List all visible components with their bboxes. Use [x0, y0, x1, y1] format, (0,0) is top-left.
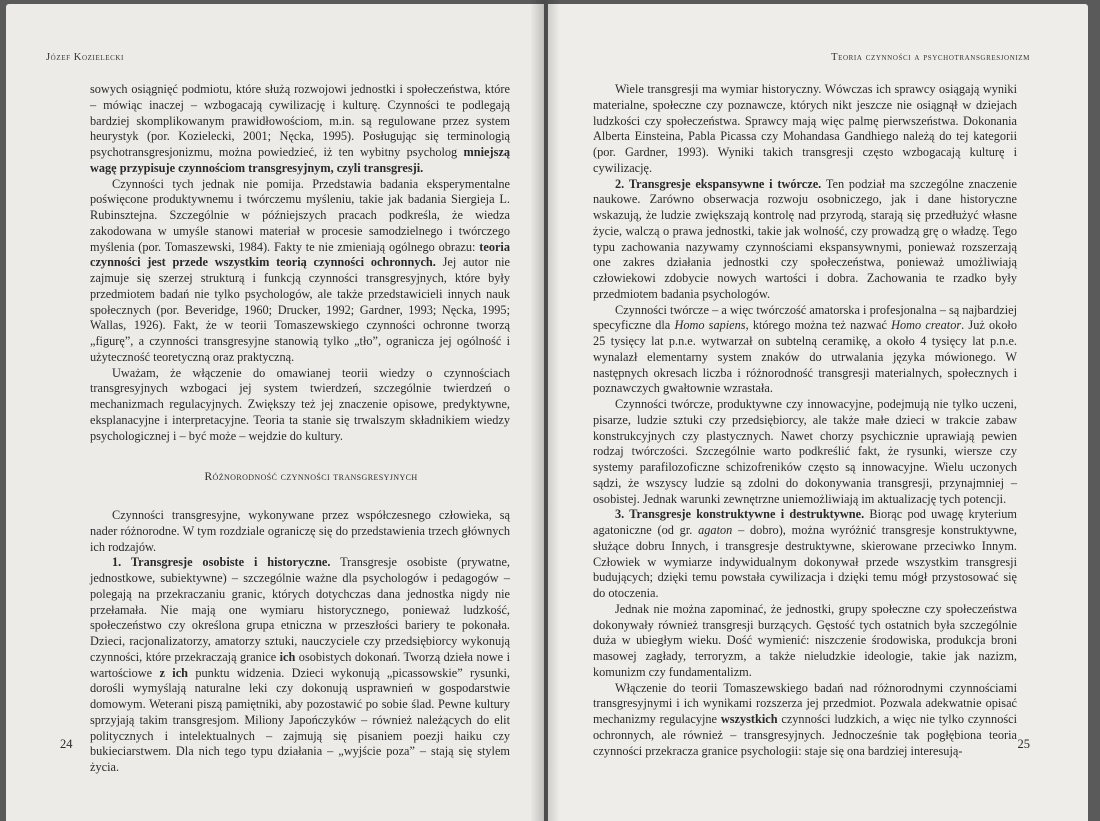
- running-head-left: Józef Kozielecki: [46, 52, 124, 63]
- text-run: punktu widzenia. Dzieci wykonują „picassowskie” rysunki, dorośli wymyślają naturalne leki czy dokonują usprawnień w gospodarstwie domowym. Weterani piszą pamiętniki, aby pozostawić po sobie ślad. Pewne kultury sprzyjają takim transgresjom. Miliony Japończyków – również należących do elit politycznych i intelektualnych – zajmują się pisaniem poezji haiku czy bukieciarstwem. Dla nich tego typu działania – „wyjście poza” – stają się stylem życia.: [90, 665, 510, 774]
- text-run: czynności ludzkich, a więc nie tylko czynności ochronnych, ale również – transgresyjnych. Jednocześnie tak pogłębiona teoria czynności przekracza granice psychologii: staje się ona bardziej interesują-: [593, 712, 1018, 758]
- body-paragraph: [90, 82, 510, 177]
- body-paragraph: [593, 681, 1017, 760]
- text-run: Wiele transgresji ma wymiar historyczny. Wówczas ich sprawcy osiągają wyniki materialne, społeczne czy poznawcze, których nikt jeszcze nie osiągnął w dziejach ludzkości czy społeczeństwa. Sprawcy mają więc palmę pierwszeństwa. Dokonania Alberta Einsteina, Pabla Picassa czy Mohandasa Gandhiego należą do tej kategorii (por. Gardner, 1993). Wyniki takich transgresji często wzbogacają kulturę i cywilizację.: [593, 82, 1017, 175]
- body-paragraph: [90, 366, 510, 445]
- text-run: , którego można też nazwać: [745, 318, 892, 333]
- text-run: Transgresje osobiste (prywatne, jednostkowe, subiektywne) – szczególnie ważne dla psychologów i pedagogów – polegają na przekraczaniu granic, których dotychczas dana jednostka nigdy nie przełamała. Nie mają one wymiaru historycznego, ponieważ ludzkość, społeczeństwo czy określona grupa etniczna w przeszłości bariery te pokonała. Dzieci, racjonalizatorzy, amatorzy sztuki, nauczyciele czy przedsiębiorcy wykonują czynności, które przekraczają granice: [90, 555, 510, 664]
- text-run: Biorąc pod uwagę kryterium agatoniczne (od gr.: [593, 507, 1017, 537]
- text-run: Ten podział ma szczególne znaczenie naukowe. Zarówno obserwacja rozwoju osobniczego, jak i dane historyczne wskazują, że ludzie zwiększają kontrolę nad przyrodą, starają się przedłużyć własne życie, walczą o prawa jednostki, takie jak wolność, czy prowadzą grę o władzę. Tego typu zachowania nazywamy czynnościami ekspansywnymi, ponieważ rozszerzają one zakres działania jednostki czy społeczeństwa, ponieważ umożliwiają człowiekowi zdobycie nowych wartości i dobra. Zachowania te rzadko były przedmiotem badania psychologów.: [593, 176, 1017, 301]
- italic-text: Homo creator: [891, 318, 962, 333]
- body-paragraph: [593, 397, 1017, 507]
- section-heading: [90, 470, 510, 486]
- right-page: [548, 4, 1088, 821]
- body-paragraph: [593, 177, 1017, 303]
- text-run: Czynności transgresyjne, wykonywane przez współczesnego człowieka, są nader różnorodne. W tym rozdziale ograniczę się do przedstawienia trzech głównych ich rodzajów.: [90, 508, 510, 554]
- bold-text: mniejszą wagę przypisuje czynnościom transgresyjnym, czyli transgresji.: [90, 145, 510, 175]
- bold-text: 2. Transgresje ekspansywne i twórcze.: [615, 176, 822, 191]
- text-run: Różnorodność czynności transgresyjnych: [204, 471, 418, 484]
- running-head-right: Teoria czynności a psychotransgresjonizm: [831, 52, 1030, 63]
- bold-text: wszystkich: [720, 712, 778, 726]
- text-run: Czynności tych jednak nie pomija. Przedstawia badania eksperymentalne poświęcone produktywnemu i twórczemu myśleniu, takie jak badania Siergieja L. Rubinsztejna. Szczególnie w późniejszych pracach podkreśla, że wiedza zakodowana w umyśle stanowi materiał w procesie samodzielnego i twórczego myślenia (por. Tomaszewski, 1984). Fakty te nie zmieniają ogólnego obrazu:: [90, 176, 510, 254]
- body-paragraph: [593, 507, 1017, 602]
- body-paragraph: [90, 177, 510, 366]
- italic-text: Homo sapiens: [674, 318, 746, 333]
- bold-text: ich: [279, 649, 296, 664]
- text-run: Włączenie do teorii Tomaszewskiego badań nad różnorodnymi czynnościami transgresyjnymi i ich wynikami rozszerza jej przedmiot. Pozwala adekwatnie opisać mechanizmy regulacyjne: [593, 680, 1017, 726]
- text-run: Jej autor nie zajmuje się szerzej strukturą i funkcją czynności transgresyjnych, które były przedmiotem badań nie tylko psychologów, ale także przedstawicieli innych nauk społecznych (por. Beveridge, 1960; Drucker, 1992; Gardner, 1993; Nęcka, 1995; Wallas, 1926). Fakt, że w teorii Tomaszewskiego czynności ochronne tworzą „figurę”, a czynności transgresyjne stanowią tylko „tło”, ogranicza jej ogólność i użyteczność teoretyczną oraz praktyczną.: [90, 255, 510, 364]
- bold-text: teoria czynności jest przede wszystkim teorią czynności ochronnych.: [90, 239, 510, 270]
- text-run: osobistych dokonań. Tworzą dzieła nowe i wartościowe: [90, 649, 510, 680]
- italic-text: agaton: [698, 523, 733, 537]
- left-page: [6, 4, 544, 821]
- body-paragraph: [593, 602, 1017, 681]
- body-paragraph: [90, 508, 510, 555]
- page-number-left: 24: [60, 737, 73, 751]
- text-run: Czynności twórcze, produktywne czy innowacyjne, podejmują nie tylko uczeni, pisarze, ludzie sztuki czy przedsiębiorcy, ale także małe dzieci w trakcie zabaw konstrukcyjnych czy plastycznych. Nawet chorzy psychicznie uprawiają pewien rodzaj twórczości. Szczególnie warto podkreślić fakt, że rysunki, wiersze czy systemy parafilozoficzne schizofreników często są innowacyjne. Wielu uczonych sądzi, że wszyscy ludzie są zdolni do dokonywania transgresji, przynajmniej – osobistej. Jednak warunki zewnętrzne uniemożliwiają im aktualizację tych potencji.: [593, 397, 1017, 506]
- text-run: Czynności twórcze – a więc twórczość amatorska i profesjonalna – są najbardziej specyficzne dla: [593, 302, 1017, 333]
- right-page-body: [593, 82, 1017, 759]
- bold-text: z ich: [159, 665, 188, 680]
- body-paragraph: [593, 82, 1017, 177]
- text-run: – dobro), można wyróżnić transgresje konstruktywne, służące dobru Innych, i transgresje destruktywne, skierowane przeciwko Innym. Człowiek w wymiarze indywidualnym dokonywał przede wszystkim transgresji budujących; dzięki temu powstała cywilizacja i dzięki temu mógł przystosować się do otoczenia.: [593, 523, 1017, 600]
- body-paragraph: [593, 303, 1017, 398]
- text-run: . Już około 25 tysięcy lat p.n.e. wytwarzał on subtelną ceramikę, a około 4 tysięcy lat p.n.e. wynalazł elementarny system znaków do utrwalania języka mówionego. W następnych okresach liczba i różnorodność transgresji materialnych, społecznych i poznawczych gwałtownie wzrastała.: [593, 318, 1017, 396]
- text-run: Jednak nie można zapominać, że jednostki, grupy społeczne czy społeczeństwa dokonywały również transgresji burzących. Gęstość tych ostatnich była szczególnie duża w ubiegłym wieku. Dość wymienić: niszczenie środowiska, produkcja broni masowej zagłady, terroryzm, a także nieludzkie ideologie, takie jak nazizm, komunizm czy fundamentalizm.: [593, 601, 1017, 679]
- page-number-right: 25: [1017, 737, 1030, 751]
- body-paragraph: [90, 555, 510, 776]
- bold-text: 1. Transgresje osobiste i historyczne.: [112, 555, 331, 570]
- bold-text: 3. Transgresje konstruktywne i destruktywne.: [615, 507, 865, 522]
- left-page-body: [90, 82, 510, 776]
- text-run: Uważam, że włączenie do omawianej teorii wiedzy o czynnościach transgresyjnych wzbogaci jej system twierdzeń, szczególnie twierdzeń o mechanizmach regulacyjnych. Zwiększy też jej znaczenie opisowe, predyktywne, eksplanacyjne i interpretacyjne. Teoria ta stanie się trwalszym składnikiem wiedzy psychologicznej i – być może – wejdzie do kultury.: [90, 365, 510, 443]
- text-run: sowych osiągnięć podmiotu, które służą rozwojowi jednostki i społeczeństwa, które – mówiąc inaczej – wzbogacają cywilizację i kulturę. Czynności te podlegają bardziej skomplikowanym prawidłowościom, m.in. są regulowane przez system heurystyk (por. Kozielecki, 2001; Nęcka, 1995). Posługując się terminologią psychotransgresjonizmu, można powiedzieć, iż ten wybitny psycholog: [90, 82, 510, 159]
